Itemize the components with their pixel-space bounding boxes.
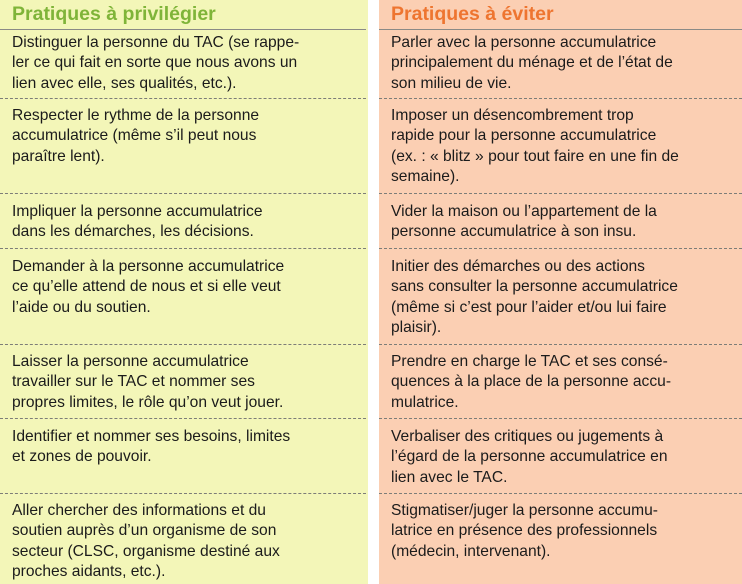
cell-line: Vider la maison ou l’appartement de la — [391, 203, 657, 220]
table-cell — [0, 427, 296, 468]
cell-line: Stigmatiser/juger la personne accumu- — [391, 502, 658, 519]
row-separator — [379, 248, 742, 249]
cell-line: dans les démarches, les décisions. — [12, 223, 254, 241]
cell-line: rapide pour la personne accumulatrice — [391, 127, 657, 145]
table-cell — [0, 33, 305, 94]
row-separator — [0, 248, 366, 249]
table-cell — [379, 33, 679, 94]
left-column-title: Pratiques à privilégier — [12, 3, 216, 25]
table-cell — [0, 257, 290, 318]
row-separator — [0, 193, 366, 194]
cell-line: Demander à la personne accumulatrice — [12, 258, 285, 275]
cell-line: principalement du ménage et de l’état de — [391, 54, 673, 72]
row-separator — [379, 493, 742, 494]
cell-line: personne accumulatrice à son insu. — [391, 223, 637, 241]
cell-line: son milieu de vie. — [391, 74, 512, 92]
table-cell — [379, 202, 663, 243]
cell-line: (même si c’est pour l’aider et/ou lui faire — [391, 298, 667, 316]
title-rule — [0, 29, 366, 30]
table-cell — [379, 352, 677, 413]
table-cell — [379, 427, 674, 488]
cell-line: ce qu’elle attend de nous et si elle veut — [12, 278, 281, 296]
row-separator — [379, 344, 742, 345]
cell-line: l’aide ou du soutien. — [12, 298, 151, 316]
table-cell — [379, 501, 664, 562]
cell-line: mulatrice. — [391, 393, 459, 411]
row-separator — [0, 493, 366, 494]
cell-line: soutien auprès d’un organisme de son — [12, 522, 277, 540]
title-rule — [379, 29, 742, 30]
row-separator — [0, 98, 366, 99]
row-separator — [379, 418, 742, 419]
row-separator — [0, 418, 366, 419]
table-cell — [0, 501, 286, 583]
right-column-practices-to-avoid — [379, 0, 742, 584]
table-cell — [379, 257, 684, 339]
cell-line: proches aidants, etc.). — [12, 563, 166, 581]
cell-line: Impliquer la personne accumulatrice — [12, 203, 263, 220]
cell-line: Identifier et nommer ses besoins, limites — [12, 428, 291, 445]
cell-line: lien avec le TAC. — [391, 468, 508, 486]
cell-line: semaine). — [391, 168, 460, 186]
cell-line: l’égard de la personne accumulatrice en — [391, 448, 668, 466]
cell-line: Distinguer la personne du TAC (se rappe- — [12, 34, 300, 51]
cell-line: plaisir). — [391, 319, 442, 337]
cell-line: sans consulter la personne accumulatrice — [391, 278, 678, 296]
table-cell — [379, 106, 685, 188]
cell-line: Parler avec la personne accumulatrice — [391, 34, 657, 51]
row-separator — [379, 193, 742, 194]
cell-line: travailler sur le TAC et nommer ses — [12, 373, 255, 391]
cell-line: accumulatrice (même s’il peut nous — [12, 127, 257, 145]
right-column-title: Pratiques à éviter — [391, 3, 554, 25]
cell-line: Imposer un désencombrement trop — [391, 107, 634, 124]
cell-line: lien avec elle, ses qualités, etc.). — [12, 74, 237, 92]
cell-line: ler ce qui fait en sorte que nous avons un — [12, 54, 298, 72]
table-cell — [0, 202, 269, 243]
cell-line: (ex. : « blitz » pour tout faire en une fin de — [391, 147, 679, 165]
cell-line: Laisser la personne accumulatrice — [12, 353, 249, 370]
cell-line: secteur (CLSC, organisme destiné aux — [12, 542, 280, 560]
cell-line: (médecin, intervenant). — [391, 542, 551, 560]
row-separator — [379, 98, 742, 99]
cell-line: Respecter le rythme de la personne — [12, 107, 260, 124]
cell-line: Prendre en charge le TAC et ses consé- — [391, 353, 668, 370]
cell-line: et zones de pouvoir. — [12, 448, 152, 466]
table-cell — [0, 106, 265, 167]
table-cell — [0, 352, 289, 413]
row-separator — [0, 344, 366, 345]
cell-line: Initier des démarches ou des actions — [391, 258, 645, 275]
left-column-privileged-practices — [0, 0, 368, 584]
cell-line: propres limites, le rôle qu’on veut jouer. — [12, 393, 284, 411]
cell-line: quences à la place de la personne accu- — [391, 373, 672, 391]
cell-line: Aller chercher des informations et du — [12, 502, 266, 519]
cell-line: Verbaliser des critiques ou jugements à — [391, 428, 664, 445]
cell-line: latrice en présence des professionnels — [391, 522, 658, 540]
cell-line: paraître lent). — [12, 147, 105, 165]
